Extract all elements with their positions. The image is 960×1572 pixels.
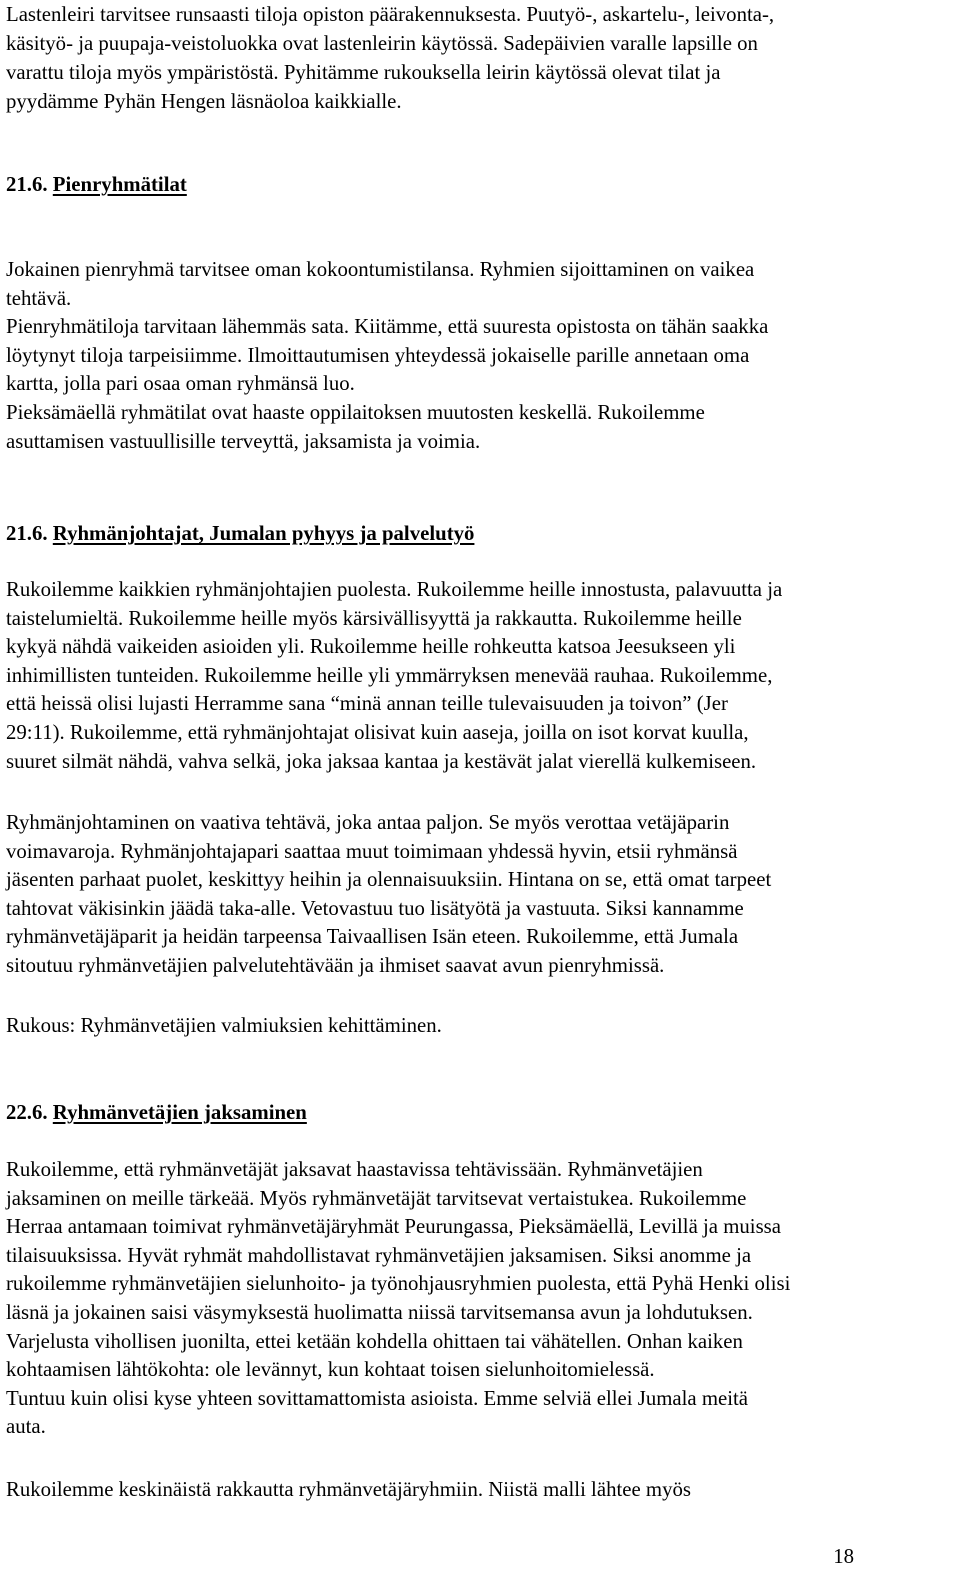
jaksaminen-paragraph-1: Rukoilemme, että ryhmänvetäjät jaksavat haastavissa tehtävissään. Ryhmänvetäjien jaksaminen on meille tärkeää. Myös ryhmänvetäjät tarvitsevat vertaistukea. Rukoilemme Herraa antamaan toimivat ryhmänvetäjäryhmät Peurungassa, Pieksämäellä, Levillä ja muissa tilaisuuksissa. Hyvät ryhmät mahdollistavat ryhmänvetäjien jaksamisen. Siksi anomme ja rukoilemme ryhmänvetäjien sielunhoito- ja työnohjausryhmien puolesta, että Pyhä Henki olisi läsnä ja jokainen saisi väsymyksestä huolimatta niissä tarvitsemansa avun ja lohdutuksen. Varjelusta vihollisen juonilta, ettei ketään kohdella ohittaen tai vähätellen. Onhan kaiken kohtaamisen lähtökohta: ole levännyt, kun kohtaat toisen sielunhoitomielessä. Tuntuu kuin olisi kyse yhteen sovittamattomista asioista. Emme selviä ellei Jumala meitä auta. <box>6 1158 791 1439</box>
section-heading-ryhmanjohtajat <box>6 519 474 548</box>
page-number: 18 <box>833 1545 854 1568</box>
section-body-pienryhmatilat: Jokainen pienryhmä tarvitsee oman kokoontumistilansa. Ryhmien sijoittaminen on vaikea tehtävä. Pienryhmätiloja tarvitaan lähemmäs sata. Kiitämme, että suuresta opistosta on tähän saakka löytynyt tiloja tarpeisiimme. Ilmoittautumisen yhteydessä jokaiselle parille annetaan oma kartta, jolla pari osaa oman ryhmänsä luo. Pieksämäellä ryhmätilat ovat haaste oppilaitoksen muutosten keskellä. Rukoilemme asuttamisen vastuullisille terveyttä, jaksamista ja voimia. <box>6 258 769 453</box>
section-title: Ryhmänjohtajat, Jumalan pyhyys ja palvelutyö <box>52 522 475 545</box>
intro-paragraph: Lastenleiri tarvitsee runsaasti tiloja opiston päärakennuksesta. Puutyö-, askartelu-, leivonta-, käsityö- ja puupaja-veistoluokka ovat lastenleirin käytössä. Sadepäivien varalle lapsille on varattu tiloja myös ympäristöstä. Pyhitämme rukouksella leirin käytössä olevat tilat ja pyydämme Pyhän Hengen läsnäoloa kaikkialle. <box>6 3 775 113</box>
section-title: Ryhmänvetäjien jaksaminen <box>52 1101 307 1124</box>
prayer-line: Rukous: Ryhmänvetäjien valmiuksien kehittäminen. <box>6 1014 442 1037</box>
section-title: Pienryhmätilat <box>52 173 187 196</box>
ryhmanjohtajat-paragraph-1: Rukoilemme kaikkien ryhmänjohtajien puolesta. Rukoilemme heille innostusta, palavuutta ja taistelumieltä. Rukoilemme heille myös kärsivällisyyttä ja rakkautta. Rukoilemme heille kykyä nähdä vaikeiden asioiden yli. Rukoilemme heille rohkeutta katsoa Jeesukseen yli inhimillisten tunteiden. Rukoilemme heille yli ymmärryksen menevää rauhaa. Rukoilemme, että heissä olisi lujasti Herramme sana “minä annan teille tulevaisuuden ja toivon” (Jer 29:11). Rukoilemme, että ryhmänjohtajat olisivat kuin aaseja, joilla on isot korvat kuulla, suuret silmät nähdä, vahva selkä, joka jaksaa kantaa ja kestävät jalat vierellä kulkemiseen. <box>6 578 783 773</box>
jaksaminen-paragraph-2: Rukoilemme keskinäistä rakkautta ryhmänvetäjäryhmiin. Niistä malli lähtee myös <box>6 1478 691 1501</box>
section-heading-jaksaminen <box>6 1098 307 1127</box>
ryhmanjohtajat-paragraph-2: Ryhmänjohtaminen on vaativa tehtävä, joka antaa paljon. Se myös verottaa vetäjäparin voimavaroja. Ryhmänjohtajapari saattaa muut toimimaan yhdessä hyvin, etsii ryhmänsä jäsenten parhaat puolet, keskittyy heihin ja olennaisuuksiin. Hintana on se, että omat tarpeet tahtovat väkisinkin jäädä taka-alle. Vetovastuu tuo lisätyötä ja vastuuta. Siksi kannamme ryhmänvetäjäparit ja heidän tarpeensa Taivaallisen Isän eteen. Rukoilemme, että Jumala sitoutuu ryhmänvetäjien palvelutehtävään ja ihmiset saavat avun pienryhmissä. <box>6 811 772 977</box>
section-heading-pienryhmatilat <box>6 170 187 199</box>
section-number: 21.6. <box>6 173 48 196</box>
section-number: 22.6. <box>6 1101 48 1124</box>
section-number: 21.6. <box>6 522 48 545</box>
